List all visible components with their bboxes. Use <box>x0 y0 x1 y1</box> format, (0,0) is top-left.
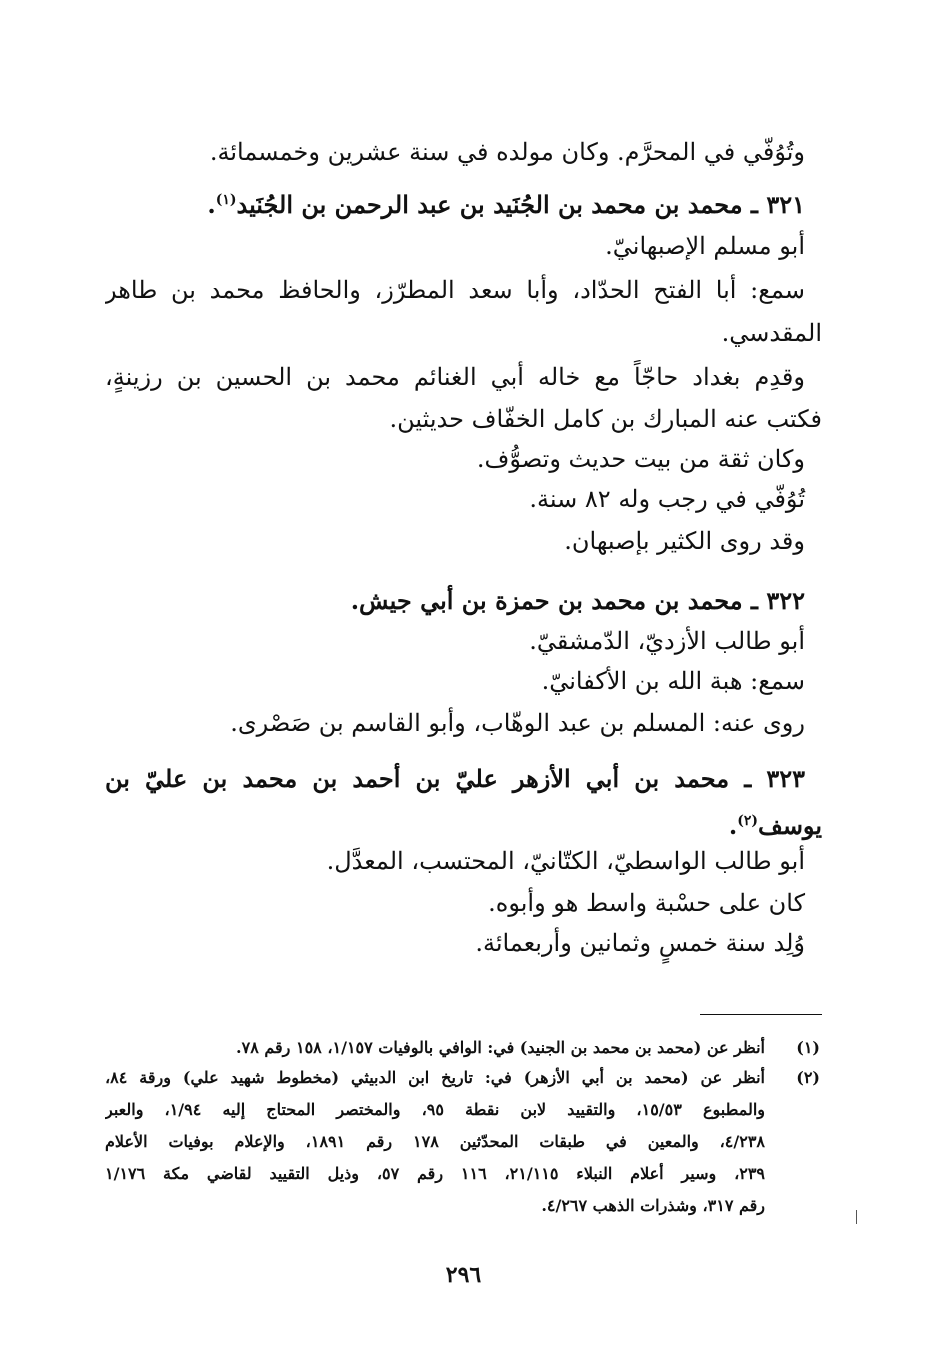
text-line: سمع: أبا الفتح الحدّاد، وأبا سعد المطرّز، والحافظ محمد بن طاهر <box>105 276 805 304</box>
footnote-2-line: رقم ٣١٧، وشذرات الذهب ٤/٢٦٧. <box>541 1196 765 1215</box>
footnote-ref-2: (٢) <box>737 813 758 829</box>
footnote-1-number: (١) <box>796 1038 820 1057</box>
footnote-2-number: (٢) <box>796 1068 820 1087</box>
entry-321-heading <box>207 183 805 222</box>
scan-mark <box>856 1210 857 1224</box>
entry-322-heading: ٣٢٢ ـ محمد بن محمد بن حمزة بن أبي جيش. <box>350 586 805 615</box>
footnote-2-line: والمطبوع ١٥/٥٣، والتقييد لابن نقطة ٩٥، والمختصر المحتاج إليه ١/٩٤، والعبر <box>105 1100 765 1119</box>
entry-323-heading-cont <box>729 804 822 843</box>
text-line: وُلِد سنة خمسٍ وثمانين وأربعمائة. <box>475 929 805 957</box>
text-line: روى عنه: المسلم بن عبد الوهّاب، وأبو القاسم بن صَصْرى. <box>230 709 805 737</box>
text-line: وكان ثقة من بيت حديث وتصوُّف. <box>476 445 805 473</box>
text-line: المقدسي. <box>721 319 822 347</box>
text-line: أبو مسلم الإصبهانيّ. <box>605 232 805 260</box>
footnote-2-line: ٤/٢٣٨، والمعين في طبقات المحدّثين ١٧٨ رقم ١٨٩١، والإعلام بوفيات الأعلام <box>105 1132 765 1151</box>
text-line: وقد روى الكثير بإصبهان. <box>564 527 805 555</box>
entry-323-heading: ٣٢٣ ـ محمد بن أبي الأزهر عليّ بن أحمد بن محمد بن عليّ بن <box>105 764 805 793</box>
entry-323-end: . <box>728 811 738 840</box>
footnote-ref-1: (١) <box>215 192 237 208</box>
entry-323-title-end: يوسف <box>757 811 822 840</box>
text-line: أبو طالب الواسطيّ، الكتّانيّ، المحتسب، المعدَّل. <box>326 847 805 875</box>
text-line: وقدِم بغداد حاجّاً مع خاله أبي الغنائم محمد بن الحسين بن رزينةٍ، <box>105 363 805 391</box>
footnote-2-line: أنظر عن (محمد بن أبي الأزهر) في: تاريخ ابن الدبيثي (مخطوط شهيد علي) ورقة ٨٤، <box>105 1068 765 1087</box>
footnote-separator <box>700 1014 822 1015</box>
text-line: وتُوُفّي في المحرَّم. وكان مولده في سنة عشرين وخمسمائة. <box>209 138 805 166</box>
page-number: ٢٩٦ <box>445 1262 482 1288</box>
entry-321-title: ٣٢١ ـ محمد بن محمد بن الجُنَيد بن عبد الرحمن بن الجُنَيد <box>236 190 805 219</box>
footnote-2-line: ٢٣٩، وسير أعلام النبلاء ٢١/١١٥، ١١٦ رقم ٥٧، وذيل التقييد لقاضي مكة ١/١٧٦ <box>105 1164 765 1183</box>
text-line: سمع: هبة الله بن الأكفانيّ. <box>541 667 805 695</box>
text-line: تُوُفّي في رجب وله ٨٢ سنة. <box>529 485 805 513</box>
entry-321-end: . <box>207 190 216 219</box>
text-line: كان على حسْبة واسط هو وأبوه. <box>488 889 805 917</box>
footnote-1-text: أنظر عن (محمد بن محمد بن الجنيد) في: الوافي بالوفيات ١/١٥٧، ١٥٨ رقم ٧٨. <box>236 1038 765 1057</box>
text-line: أبو طالب الأزديّ، الدّمشقيّ. <box>529 627 805 655</box>
text-line: فكتب عنه المبارك بن كامل الخفّاف حديثين. <box>389 405 822 433</box>
